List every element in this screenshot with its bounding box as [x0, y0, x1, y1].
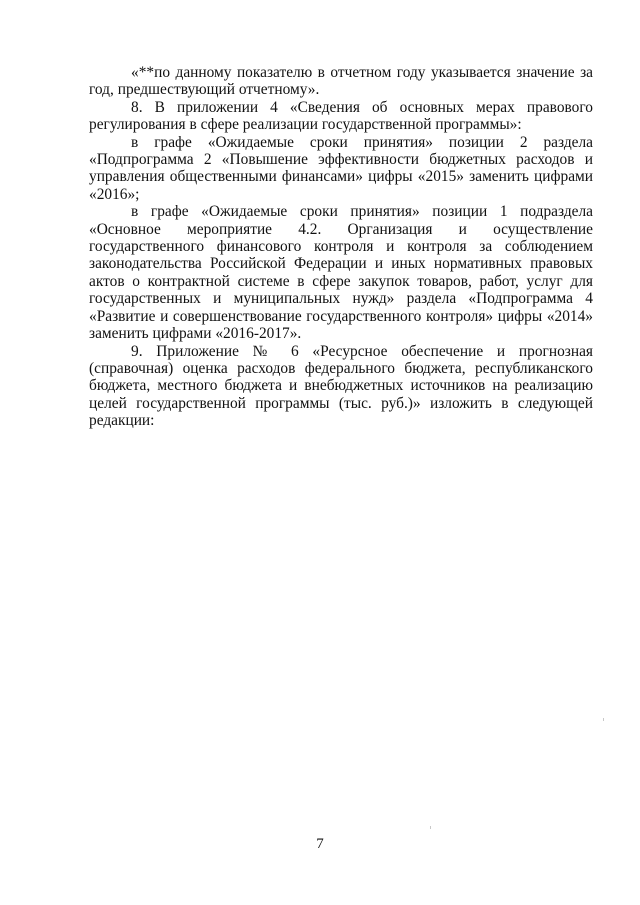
scan-speck	[430, 826, 431, 829]
paragraph-footnote: «**по данному показателю в отчетном году указывается значение за год, предшествующий отчетному».	[89, 64, 593, 99]
scan-speck	[603, 718, 604, 721]
page-number: 7	[316, 836, 324, 852]
paragraph-item-8: 8. В приложении 4 «Сведения об основных мерах правового регулирования в сфере реализации государственной программы»:	[89, 98, 593, 134]
paragraph-item-9: 9. Приложение № 6 «Ресурсное обеспечение и прогнозная (справочная) оценка расходов федерального бюджета, республиканского бюджета, местного бюджета и внебюджетных источников на реализацию целей государственной программы (тыс. руб.)» изложить в следующей редакции:	[89, 342, 593, 430]
paragraph-item-8-sub-2: в графе «Ожидаемые сроки принятия» позиции 1 подраздела «Основное мероприятие 4.2. Организация и осуществление государственного финансового контроля и контроля за соблюдением законодательства Российской Федерации и иных нормативных правовых актов о контрактной системе в сфере закупок товаров, работ, услуг для государственных и муниципальных нужд» раздела «Подпрограмма 4 «Развитие и совершенствование государственного контроля» цифры «2014» заменить цифрами «2016-2017».	[89, 203, 593, 343]
paragraph-item-8-sub-1: в графе «Ожидаемые сроки принятия» позиции 2 раздела «Подпрограмма 2 «Повышение эффективности бюджетных расходов и управления общественными финансами» цифры «2015» заменить цифрами «2016»;	[89, 133, 593, 203]
document-body	[89, 64, 593, 430]
